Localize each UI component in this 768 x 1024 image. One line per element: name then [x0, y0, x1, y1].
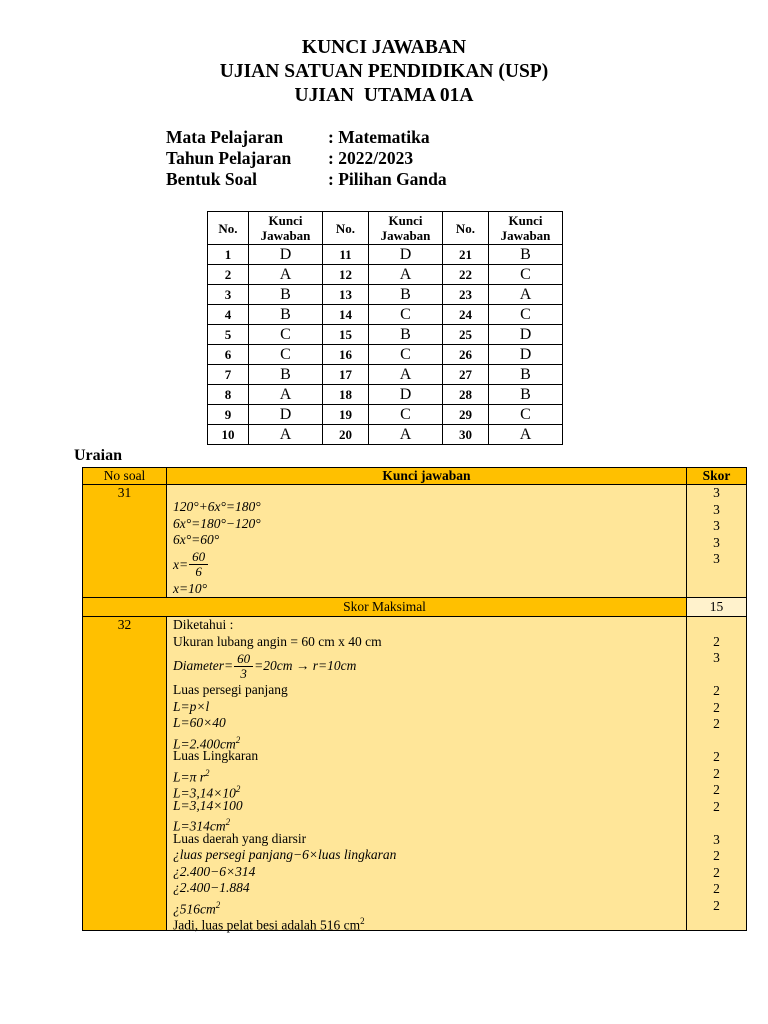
multiple-choice-answer-table: [207, 211, 563, 445]
mc-body: [208, 245, 563, 445]
mc-row: [208, 385, 563, 405]
mc-answer-key: A: [249, 265, 323, 285]
superscript: 2: [360, 916, 365, 926]
skor-value: 3: [713, 485, 720, 500]
step-line: [173, 814, 686, 834]
superscript: 2: [215, 899, 221, 910]
mc-question-number: 15: [323, 325, 369, 345]
essay-header-kunci: Kunci jawaban: [167, 468, 687, 485]
mc-header-key: Kunci Jawaban: [489, 212, 563, 245]
mc-answer-key: B: [369, 285, 443, 305]
mc-answer-key: D: [369, 385, 443, 405]
document-title: [0, 36, 768, 108]
essay-row-31: [83, 485, 747, 598]
step-line: ¿2.400−1.884: [173, 880, 250, 895]
meta-row-subject: [166, 127, 447, 148]
step-text: L=π r: [173, 769, 206, 784]
mc-header-row: [208, 212, 563, 245]
mc-question-number: 23: [443, 285, 489, 305]
mc-question-number: 25: [443, 325, 489, 345]
mc-question-number: 27: [443, 365, 489, 385]
mc-header-key: Kunci Jawaban: [369, 212, 443, 245]
superscript: 2: [235, 734, 241, 745]
mc-question-number: 7: [208, 365, 249, 385]
step-line: Luas persegi panjang: [173, 682, 288, 697]
mc-question-number: 4: [208, 305, 249, 325]
mc-question-number: 2: [208, 265, 249, 285]
meta-value: : 2022/2023: [328, 148, 414, 168]
mc-answer-key: A: [489, 285, 563, 305]
step-line: [173, 732, 686, 749]
mc-answer-key: D: [249, 405, 323, 425]
mc-question-number: 26: [443, 345, 489, 365]
mc-question-number: 19: [323, 405, 369, 425]
mc-question-number: 30: [443, 425, 489, 445]
diameter-lhs: Diameter=: [173, 658, 234, 673]
essay-answer-table: [82, 467, 747, 931]
meta-value: : Matematika: [328, 127, 430, 147]
mc-answer-key: C: [489, 265, 563, 285]
mc-answer-key: C: [369, 305, 443, 325]
mc-answer-key: A: [249, 425, 323, 445]
skor-value: 2: [713, 848, 720, 863]
mc-question-number: 20: [323, 425, 369, 445]
mc-question-number: 10: [208, 425, 249, 445]
skor-value: 2: [713, 683, 720, 698]
mc-question-number: 22: [443, 265, 489, 285]
step-fraction: [173, 549, 686, 581]
fraction-numerator: 60: [189, 550, 208, 565]
mc-answer-key: A: [489, 425, 563, 445]
step-line: ¿2.400−6×314: [173, 863, 256, 879]
mc-answer-key: A: [369, 265, 443, 285]
essay-header-row: [83, 468, 747, 485]
step-line: ¿luas persegi panjang−6×luas lingkaran: [173, 847, 397, 862]
skor-32: [687, 617, 747, 931]
meta-row-form: [166, 169, 447, 190]
max-score-label: Skor Maksimal: [83, 598, 687, 617]
fraction-lhs: x=: [173, 556, 189, 572]
mc-answer-key: D: [489, 325, 563, 345]
diameter-rhs: =20cm → r=10cm: [254, 658, 357, 673]
mc-question-number: 6: [208, 345, 249, 365]
step-text: Jadi, luas pelat besi adalah 516 cm: [173, 917, 361, 933]
mc-question-number: 11: [323, 245, 369, 265]
step-line: L=p×l: [173, 698, 210, 714]
meta-label: Mata Pelajaran: [166, 127, 284, 147]
step-text: L=2.400cm: [173, 736, 236, 751]
mc-answer-key: C: [249, 325, 323, 345]
fraction-denominator: 3: [240, 665, 247, 681]
max-score-value: 15: [687, 598, 747, 617]
mc-header-key: Kunci Jawaban: [249, 212, 323, 245]
mc-answer-key: B: [489, 385, 563, 405]
mc-question-number: 9: [208, 405, 249, 425]
mc-question-number: 12: [323, 265, 369, 285]
step-diameter: [173, 650, 686, 682]
mc-row: [208, 325, 563, 345]
skor-value: 3: [713, 534, 720, 550]
question-number: 32: [83, 617, 167, 931]
mc-row: [208, 345, 563, 365]
essay-header-no: No soal: [83, 468, 167, 485]
step-line: Luas daerah yang diarsir: [173, 830, 307, 846]
skor-value: 2: [713, 798, 720, 814]
step-line: L=3,14×100: [173, 797, 243, 813]
meta-value: : Pilihan Ganda: [328, 169, 447, 189]
mc-question-number: 24: [443, 305, 489, 325]
mc-question-number: 29: [443, 405, 489, 425]
max-score-row: [83, 598, 747, 617]
skor-value: 2: [713, 864, 720, 880]
step-line: 120°+6x°=180°: [173, 499, 261, 514]
superscript: 2: [225, 817, 231, 827]
skor-value: 2: [713, 633, 720, 649]
mc-question-number: 1: [208, 245, 249, 265]
question-number: 31: [83, 485, 167, 598]
superscript: 2: [235, 784, 241, 794]
meta-label: Tahun Pelajaran: [166, 148, 292, 168]
mc-answer-key: A: [369, 425, 443, 445]
mc-answer-key: D: [249, 245, 323, 265]
mc-row: [208, 365, 563, 385]
step-text: L=3,14×10: [173, 785, 236, 801]
mc-row: [208, 425, 563, 445]
mc-question-number: 3: [208, 285, 249, 305]
step-line: 6x°=180°−120°: [173, 515, 261, 531]
skor-value: 3: [713, 551, 720, 566]
mc-answer-key: B: [489, 365, 563, 385]
mc-answer-key: C: [369, 345, 443, 365]
mc-answer-key: C: [249, 345, 323, 365]
meta-info: [166, 127, 447, 190]
answer-31: [167, 485, 687, 598]
mc-row: [208, 305, 563, 325]
mc-answer-key: A: [249, 385, 323, 405]
mc-answer-key: B: [249, 365, 323, 385]
mc-header-no: No.: [443, 212, 489, 245]
mc-answer-key: C: [489, 405, 563, 425]
mc-question-number: 14: [323, 305, 369, 325]
title-line-3: UJIAN UTAMA 01A: [294, 85, 474, 106]
superscript: 2: [205, 767, 210, 778]
essay-header-skor: Skor: [687, 468, 747, 485]
answer-32: [167, 617, 687, 931]
mc-header-no: No.: [208, 212, 249, 245]
mc-answer-key: C: [489, 305, 563, 325]
essay-row-32: [83, 617, 747, 931]
step-line: Ukuran lubang angin = 60 cm x 40 cm: [173, 633, 382, 649]
mc-question-number: 16: [323, 345, 369, 365]
mc-row: [208, 405, 563, 425]
fraction: [189, 550, 208, 579]
step-text: ¿516cm: [173, 901, 216, 916]
mc-answer-key: C: [369, 405, 443, 425]
uraian-section-label: Uraian: [74, 447, 122, 464]
mc-question-number: 17: [323, 365, 369, 385]
conclusion-line: [173, 913, 686, 933]
mc-answer-key: B: [489, 245, 563, 265]
meta-label: Bentuk Soal: [166, 169, 257, 189]
skor-value: 2: [713, 881, 720, 896]
skor-value: 2: [713, 897, 720, 913]
mc-header-no: No.: [323, 212, 369, 245]
step-line: Luas Lingkaran: [173, 748, 259, 763]
mc-answer-key: D: [489, 345, 563, 365]
step-line: 6x°=60°: [173, 532, 220, 547]
skor-value: 2: [713, 782, 720, 797]
mc-answer-key: B: [249, 305, 323, 325]
skor-value: 2: [713, 716, 720, 731]
title-line-2: UJIAN SATUAN PENDIDIKAN (USP): [219, 61, 549, 82]
skor-value: 2: [713, 765, 720, 781]
mc-question-number: 18: [323, 385, 369, 405]
step-line: [173, 781, 686, 801]
mc-answer-key: D: [369, 245, 443, 265]
mc-answer-key: B: [369, 325, 443, 345]
fraction-numerator: 60: [234, 652, 253, 667]
step-line: [173, 897, 686, 914]
step-line: L=60×40: [173, 715, 226, 730]
fraction: [234, 652, 253, 681]
skor-31: [687, 485, 747, 598]
mc-question-number: 13: [323, 285, 369, 305]
title-line-1: KUNCI JAWABAN: [301, 37, 467, 58]
skor-value: 2: [713, 699, 720, 715]
skor-value: 3: [713, 518, 720, 533]
step-text: L=314cm: [173, 818, 226, 834]
step-line: Diketahui :: [173, 617, 234, 632]
skor-value: 3: [713, 650, 720, 665]
skor-value: 2: [713, 749, 720, 764]
fraction-denominator: 6: [195, 564, 202, 579]
mc-row: [208, 245, 563, 265]
mc-question-number: 5: [208, 325, 249, 345]
mc-answer-key: A: [369, 365, 443, 385]
mc-question-number: 8: [208, 385, 249, 405]
mc-row: [208, 285, 563, 305]
step-line: x=10°: [173, 580, 208, 596]
skor-value: 3: [713, 831, 720, 847]
mc-row: [208, 265, 563, 285]
step-line: [173, 765, 686, 782]
mc-question-number: 21: [443, 245, 489, 265]
skor-value: 3: [713, 501, 720, 517]
meta-row-year: [166, 148, 447, 169]
mc-question-number: 28: [443, 385, 489, 405]
mc-answer-key: B: [249, 285, 323, 305]
